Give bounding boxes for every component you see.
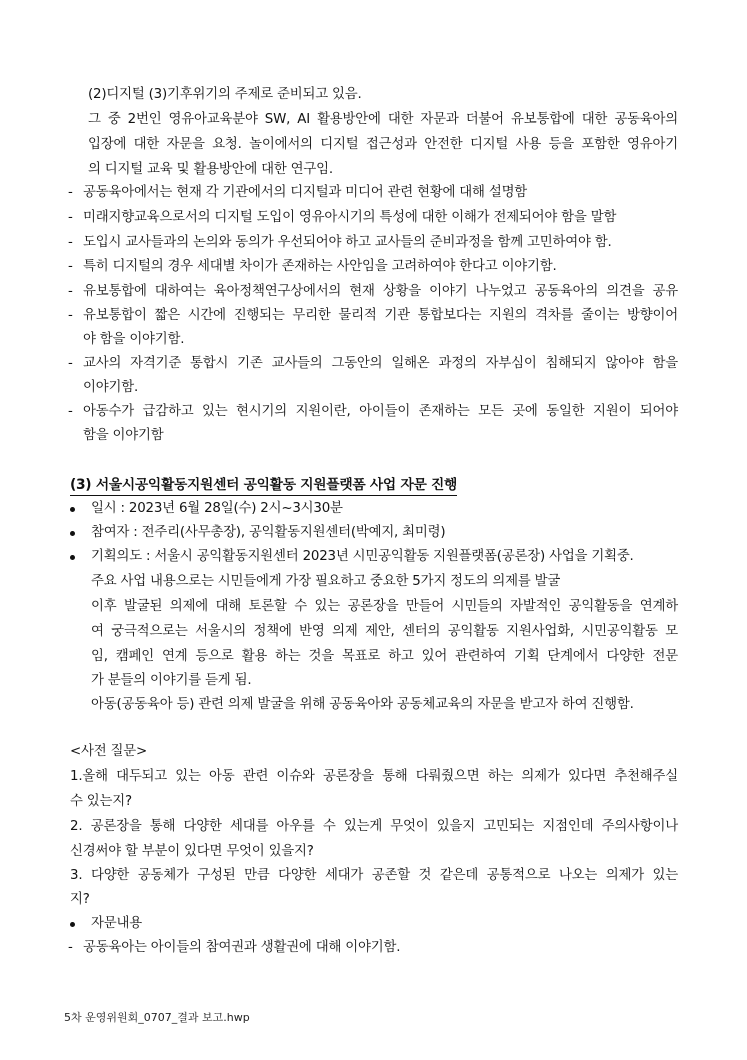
meeting-date: 일시 : 2023년 6월 28일(수) 2시~3시30분 [91,501,343,516]
dash-marker: - [68,356,73,371]
dash-marker: - [68,940,73,955]
question-3-line-1: 3. 다양한 공동체가 구성된 만큼 다양한 세대가 공존할 것 같은데 공통적으로 나오는 의제가 있는 [70,868,678,883]
dash-item-8-line-2: 함을 이야기함 [83,428,164,443]
dash-item-6-line-1: 유보통합이 짧은 시간에 진행되는 무리한 물리적 기관 통합보다는 지원의 격차를 줄이는 방향이어 [83,308,678,323]
question-1-line-1: 1.올해 대두되고 있는 아동 관련 이슈와 공론장을 통해 다뤄줬으면 하는 의제가 있다면 추천해주실 [70,769,678,784]
questions-title: <사전 질문> [70,744,148,759]
question-2-line-1: 2. 공론장을 통해 다양한 세대를 아우를 수 있는게 무엇이 있을지 고민되는 지점인데 주의사항이나 [70,819,678,834]
bullet-marker [70,507,75,512]
dash-item-7-line-2: 이야기함. [83,380,138,395]
dash-marker: - [68,284,73,299]
meeting-attendees: 참여자 : 전주리(사무총장), 공익활동지원센터(박예지, 최미령) [91,525,446,540]
purpose-line-3: 이후 발굴된 의제에 대해 토론할 수 있는 공론장을 만들어 시민들의 자발적인 공익활동을 연계하 [91,599,678,614]
advice-item-1: 공동육아는 아이들의 참여권과 생활권에 대해 이야기함. [83,940,401,955]
purpose-line-1: 기획의도 : 서울시 공익활동지원센터 2023년 시민공익활동 지원플랫폼(공론장) 사업을 기획중. [91,549,634,564]
bullet-marker [70,555,75,560]
dash-marker: - [68,259,73,274]
dash-marker: - [68,404,73,419]
intro-line-4: 의 디지털 교육 및 활용방안에 대한 연구임. [88,162,333,177]
dash-item-8-line-1: 아동수가 급감하고 있는 현시기의 지원이란, 아이들이 존재하는 모든 곳에 동일한 지원이 되어야 [83,404,678,419]
purpose-line-5: 임, 캠페인 연계 등으로 활용 하는 것을 목표로 하고 있어 관련하여 기획 단계에서 다양한 전문 [91,649,678,664]
bullet-marker [70,922,75,927]
dash-item-1: 공동육아에서는 현재 각 기관에서의 디지털과 미디어 관련 현황에 대해 설명함 [83,185,528,200]
purpose-line-2: 주요 사업 내용으로는 시민들에게 가장 필요하고 중요한 5가지 정도의 의제를 발굴 [91,574,561,589]
question-3-line-2: 지? [70,892,90,907]
question-1-line-2: 수 있는지? [70,794,132,809]
dash-item-5: 유보통합에 대하여는 육아정책연구상에서의 현재 상황을 이야기 나누었고 공동육아의 의견을 공유 [83,284,678,299]
intro-line-2: 그 중 2번인 영유아교육분야 SW, AI 활용방안에 대한 자문과 더불어 유보통합에 대한 공동육아의 [88,112,678,127]
dash-marker: - [68,235,73,250]
dash-item-2: 미래지향교육으로서의 디지털 도입이 영유아시기의 특성에 대한 이해가 전제되어야 함을 말함 [83,210,617,225]
intro-line-1: (2)디지털 (3)기후위기의 주제로 준비되고 있음. [88,87,362,102]
dash-item-6-line-2: 야 함을 이야기함. [83,332,185,347]
dash-marker: - [68,185,73,200]
footer-filename: 5차 운영위원회_0707_결과 보고.hwp [64,1011,250,1024]
dash-item-4: 특히 디지털의 경우 세대별 차이가 존재하는 사안임을 고려하여야 한다고 이야기함. [83,259,557,274]
bullet-marker [70,531,75,536]
purpose-line-6: 가 분들의 이야기를 듣게 됨. [91,673,252,688]
purpose-line-7: 아동(공동육아 등) 관련 의제 발굴을 위해 공동육아와 공동체교육의 자문을 받고자 하여 진행함. [91,697,634,712]
purpose-line-4: 여 궁극적으로는 서울시의 정책에 반영 의제 제안, 센터의 공익활동 지원사업화, 시민공익활동 모 [91,624,678,639]
question-2-line-2: 신경써야 할 부분이 있다면 무엇이 있을지? [70,844,314,859]
dash-item-7-line-1: 교사의 자격기준 통합시 기존 교사들의 그동안의 일해온 과정의 자부심이 침해되지 않아야 함을 [83,356,678,371]
section-heading: (3) 서울시공익활동지원센터 공익활동 지원플랫폼 사업 자문 진행 [70,476,457,496]
intro-line-3: 입장에 대한 자문을 요청. 놀이에서의 디지털 접근성과 안전한 디지털 사용 등을 포함한 영유아기 [88,137,678,152]
dash-marker: - [68,210,73,225]
dash-marker: - [68,308,73,323]
advice-label: 자문내용 [91,916,142,931]
dash-item-3: 도입시 교사들과의 논의와 동의가 우선되어야 하고 교사들의 준비과정을 함께 고민하여야 함. [83,235,612,250]
